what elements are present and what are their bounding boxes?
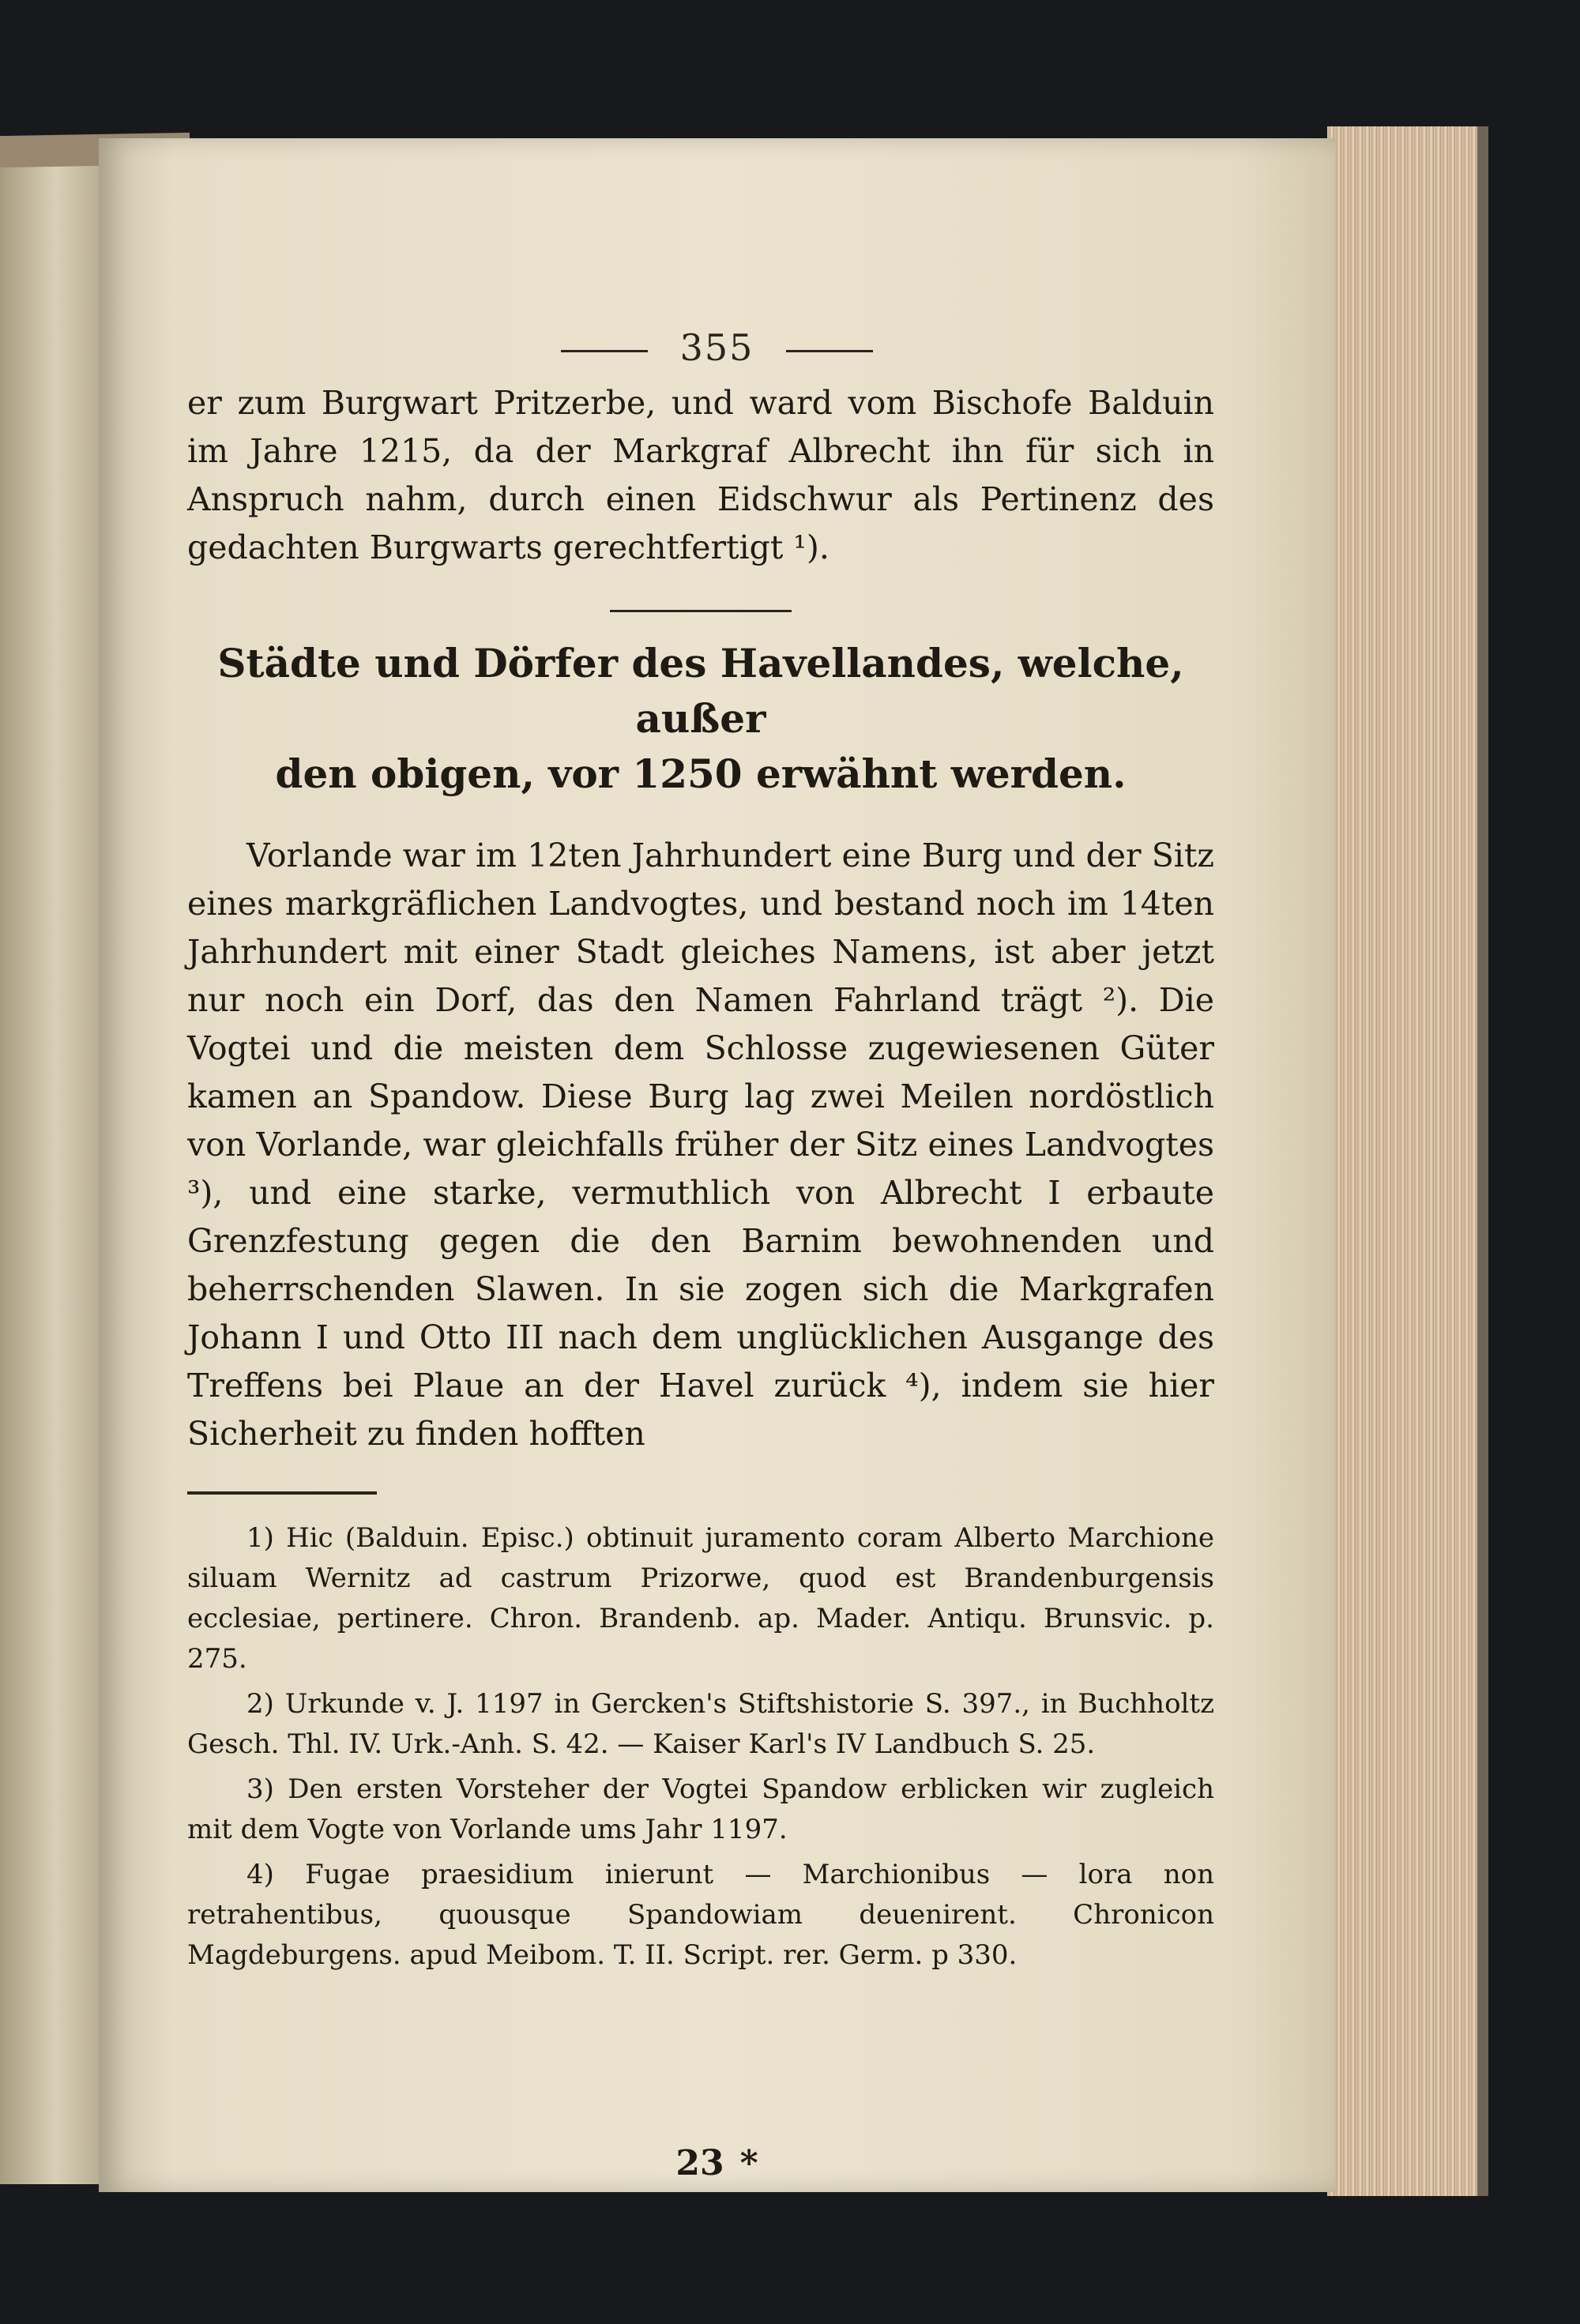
paragraph-vorlande: Vorlande war im 12ten Jahrhundert eine Burg und der Sitz eines markgräflichen Landvogtes, und bestand noch im 14ten Jahrhundert mit einer Stadt gleiches Namens, ist aber jetzt nur noch ein Dorf, das den Namen Fahrland trägt ²). Die Vogtei und die meisten dem Schlosse zugewiesenen Güter kamen an Spandow. Diese Burg lag zwei Meilen nordöstlich von Vorlande, war gleichfalls früher der Sitz eines Landvogtes ³), und eine starke, vermuthlich von Albrecht I erbaute Grenzfestung gegen die den Barnim bewohnenden und beherrschenden Slawen. In sie zogen sich die Markgrafen Johann I und Otto III nach dem unglücklichen Ausgange des Treffens bei Plaue an der Havel zurück ⁴), indem sie hier Sicherheit zu finden hofften (187, 837, 1214, 1453)
signature-mark (99, 2143, 1335, 2183)
footnotes (187, 1518, 1214, 1976)
footnote-1: 1) Hic (Balduin. Episc.) obtinuit juramento coram Alberto Marchione siluam Wernitz ad castrum Prizorwe, quod est Brandenburgensis ecclesiae, pertinere. Chron. Brandenb. ap. Mader. Antiqu. Brunsvic. p. 275. (187, 1522, 1214, 1675)
page-body (187, 379, 1214, 1980)
footnote-3: 3) Den ersten Vorsteher der Vogtei Spandow erblicken wir zugleich mit dem Vogte von Vorlande ums Jahr 1197. (187, 1773, 1214, 1845)
section-heading-line-1: Städte und Dörfer des Havellandes, welche, außer (217, 640, 1184, 742)
page-number: 355 (679, 326, 754, 369)
footnote-2: 2) Urkunde v. J. 1197 in Gercken's Stiftshistorie S. 397., in Buchholtz Gesch. Thl. IV. Urk.-Anh. S. 42. — Kaiser Karl's IV Landbuch S. 25. (187, 1688, 1214, 1760)
section-heading-line-2: den obigen, vor 1250 erwähnt werden. (275, 750, 1127, 797)
section-heading (187, 636, 1214, 802)
footnote-4: 4) Fugae praesidium inierunt — Marchionibus — lora non retrahentibus, quousque Spandowiam deuenirent. Chronicon Magdeburgens. apud Meibom. T. II. Script. rer. Germ. p 330. (187, 1859, 1214, 1971)
header-rule-left (561, 350, 648, 352)
signature-asterisk: * (739, 2143, 758, 2183)
page-stack-edges (1327, 126, 1488, 2196)
running-header (99, 326, 1335, 369)
book-page (99, 138, 1335, 2192)
header-rule-right (786, 350, 873, 352)
paragraph-continued: er zum Burgwart Pritzerbe, und ward vom Bischofe Balduin im Jahre 1215, da der Markgraf Albrecht ihn für sich in Anspruch nahm, durch einen Eidschwur als Pertinenz des gedachten Burgwarts gerechtfertigt ¹). (187, 384, 1214, 566)
footnote-rule (187, 1491, 377, 1495)
facing-page-edge (0, 154, 101, 2184)
signature-number: 23 (675, 2143, 724, 2183)
section-separator (610, 610, 792, 612)
